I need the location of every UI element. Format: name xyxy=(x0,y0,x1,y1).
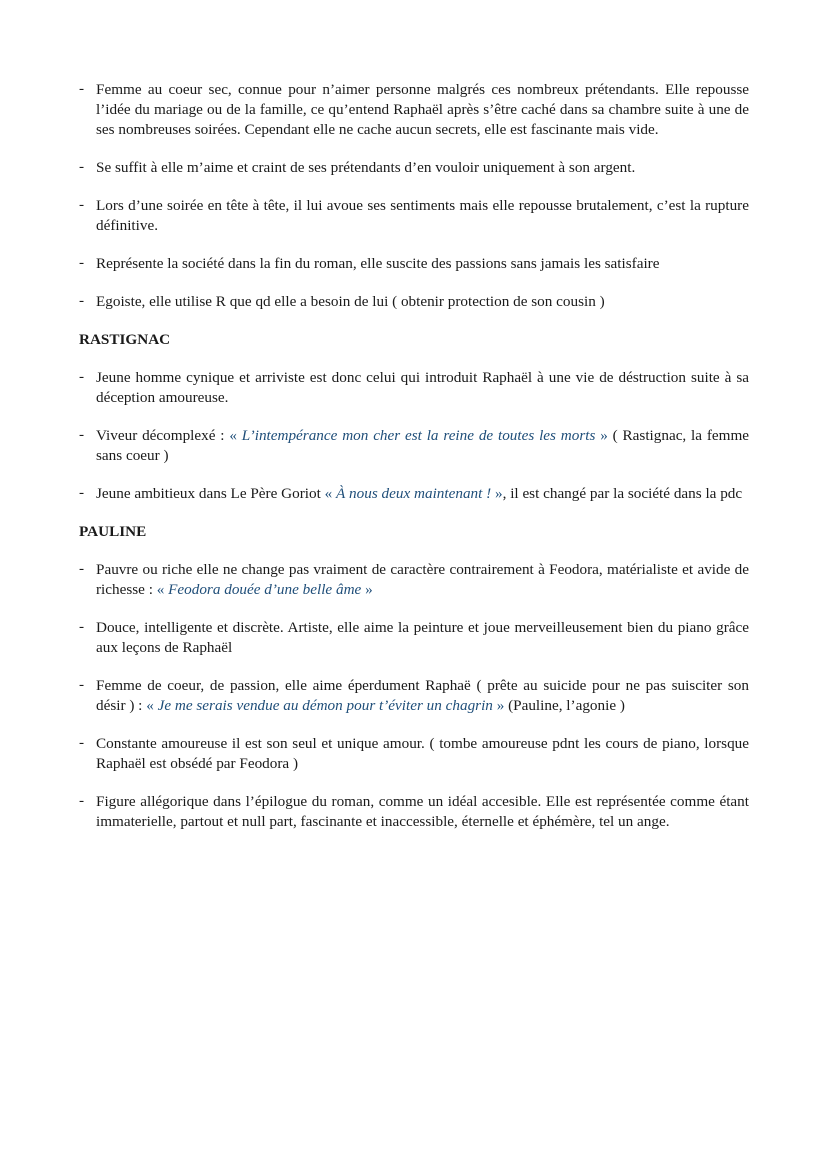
item-text: , il est changé par la société dans la pdc xyxy=(502,485,743,502)
close-guillemet: » xyxy=(600,427,608,444)
section-heading-rastignac: RASTIGNAC xyxy=(79,331,171,348)
list-item: - Egoiste, elle utilise R que qd elle a besoin de lui ( obtenir protection de son cousin ) xyxy=(79,292,749,312)
quotation: Je me serais vendue au démon pour t’éviter un chagrin xyxy=(157,697,497,714)
list-item xyxy=(79,426,749,466)
list-item: - Représente la société dans la fin du roman, elle suscite des passions sans jamais les satisfaire xyxy=(79,254,749,274)
pauline-list xyxy=(79,560,749,832)
item-text: Jeune ambitieux dans Le Père Goriot xyxy=(96,485,325,502)
section-heading-pauline: PAULINE xyxy=(79,523,147,540)
open-guillemet: « xyxy=(146,697,158,714)
quotation: Feodora douée d’une belle âme xyxy=(168,581,366,598)
open-guillemet: « xyxy=(324,485,336,502)
item-text: (Pauline, l’agonie ) xyxy=(504,697,625,714)
list-item: - Lors d’une soirée en tête à tête, il lui avoue ses sentiments mais elle repousse brutalement, c’est la rupture définitive. xyxy=(79,196,749,236)
list-item: - Douce, intelligente et discrète. Artiste, elle aime la peinture et joue merveilleusement bien du piano grâce aux leçons de Raphaël xyxy=(79,618,749,658)
list-item xyxy=(79,560,749,600)
list-item: - Constante amoureuse il est son seul et unique amour. ( tombe amoureuse pdnt les cours de piano, lorsque Raphaël est obsédé par Feodora ) xyxy=(79,734,749,774)
list-item xyxy=(79,484,749,504)
open-guillemet: « xyxy=(229,427,242,444)
list-item: - Figure allégorique dans l’épilogue du roman, comme un idéal accesible. Elle est représentée comme étant immaterielle, partout et null part, fascinante et inaccessible, éternelle et éphémère, tel un ange. xyxy=(79,792,749,832)
open-guillemet: « xyxy=(156,581,169,598)
quotation: L’intempérance mon cher est la reine de toutes les morts xyxy=(241,427,601,444)
list-item: - Jeune homme cynique et arriviste est donc celui qui introduit Raphaël à une vie de déstruction suite à sa déception amoureuse. xyxy=(79,368,749,408)
list-item xyxy=(79,676,749,716)
list-item: - Femme au coeur sec, connue pour n’aimer personne malgrés ces nombreux prétendants. Elle repousse l’idée du mariage ou de la famille, ce qu’entend Raphaël après s’être caché dans sa chambre suite à une de ses nombreuses soirées. Cependant elle ne cache aucun secrets, elle est fascinante mais vide. xyxy=(79,80,749,140)
item-text: Femme de coeur, de passion, elle aime éperdument Raphaë ( prête au suicide pour ne pas suisciter son désir ) : xyxy=(96,677,749,714)
item-text: Viveur décomplexé : xyxy=(96,427,230,444)
quotation: À nous deux maintenant ! xyxy=(335,485,496,502)
item-text: ( Rastignac, la femme sans coeur ) xyxy=(96,427,750,464)
close-guillemet: » xyxy=(365,581,373,598)
feodora-list xyxy=(79,80,749,312)
rastignac-list xyxy=(79,368,749,504)
list-item: - Se suffit à elle m’aime et craint de ses prétendants d’en vouloir uniquement à son argent. xyxy=(79,158,749,178)
close-guillemet: » xyxy=(495,485,503,502)
item-text: Pauvre ou riche elle ne change pas vraiment de caractère contrairement à Feodora, matérialiste et avide de richesse : xyxy=(96,561,749,598)
close-guillemet: » xyxy=(496,697,505,714)
document-body xyxy=(79,80,749,850)
